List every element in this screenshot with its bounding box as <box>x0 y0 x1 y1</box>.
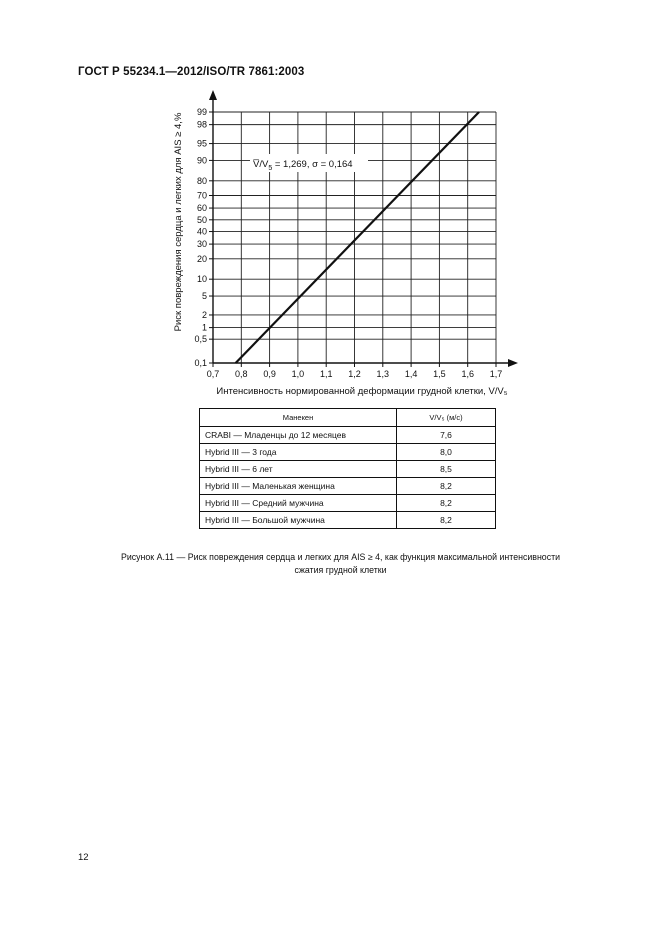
x-axis-arrow <box>508 359 518 367</box>
risk-chart <box>0 0 661 400</box>
x-tick-label: 1,2 <box>348 369 361 379</box>
table-cell-speed: 8,2 <box>397 512 496 529</box>
figure-caption <box>60 551 621 576</box>
y-axis-arrow <box>209 90 217 100</box>
caption-line-2: сжатия грудной клетки <box>294 564 387 575</box>
chart-ticks <box>194 107 502 379</box>
dummy-table <box>199 408 496 529</box>
table-cell-speed: 8,2 <box>397 478 496 495</box>
y-tick-label: 98 <box>196 119 207 130</box>
table-header-speed: V/V₅ (м/с) <box>397 409 496 427</box>
y-tick-label: 95 <box>196 138 207 149</box>
table-row <box>200 444 496 461</box>
y-tick-label: 0,1 <box>194 358 207 368</box>
table-cell-speed: 7,6 <box>397 427 496 444</box>
table-cell-dummy: Hybrid III — Маленькая женщина <box>200 478 397 495</box>
parameter-annotation: $V̅/V_5 = 1,269$, σ = 0,164 <box>253 159 353 172</box>
table-cell-dummy: Hybrid III — 6 лет <box>200 461 397 478</box>
y-tick-label: 20 <box>196 253 207 264</box>
chart-axes <box>209 90 518 367</box>
y-tick-label: 60 <box>196 203 207 214</box>
y-tick-label: 80 <box>196 175 207 186</box>
y-tick-label: 99 <box>196 107 207 117</box>
table-cell-dummy: Hybrid III — Большой мужчина <box>200 512 397 529</box>
x-tick-label: 0,9 <box>263 369 276 379</box>
x-tick-label: 1,7 <box>489 369 503 379</box>
y-tick-label: 2 <box>201 309 207 320</box>
y-tick-label: 50 <box>196 214 207 225</box>
x-tick-label: 0,8 <box>235 369 248 379</box>
x-tick-label: 1,1 <box>319 369 333 379</box>
x-tick-label: 1,5 <box>433 369 446 379</box>
x-tick-label: 1,4 <box>404 369 418 379</box>
risk-curve-line <box>236 112 479 363</box>
chart-series <box>236 112 479 363</box>
table-row <box>200 461 496 478</box>
table-cell-dummy: Hybrid III — Средний мужчина <box>200 495 397 512</box>
table-header-row <box>200 409 496 427</box>
x-tick-label: 1,6 <box>461 369 474 379</box>
y-tick-label: 10 <box>196 274 207 285</box>
y-tick-label: 70 <box>196 190 207 201</box>
x-tick-label: 0,7 <box>206 369 220 379</box>
page-number: 12 <box>78 852 89 863</box>
caption-line-1: Рисунок А.11 — Риск повреждения сердца и легких для AIS ≥ 4, как функция максимальной интенсивности <box>120 552 561 562</box>
table-cell-dummy: Hybrid III — 3 года <box>200 444 397 461</box>
y-tick-label: 30 <box>196 239 207 250</box>
table-cell-speed: 8,0 <box>397 444 496 461</box>
table-header-dummy: Манекен <box>200 409 397 427</box>
x-tick-label: 1,3 <box>376 369 390 379</box>
table-row <box>200 478 496 495</box>
table-row <box>200 427 496 444</box>
x-axis-label: Интенсивность нормированной деформации грудной клетки, V/V₅ <box>216 386 508 397</box>
table-cell-dummy: CRABI — Младенцы до 12 месяцев <box>200 427 397 444</box>
table-row <box>200 512 496 529</box>
table-cell-speed: 8,2 <box>397 495 496 512</box>
y-tick-label: 40 <box>196 226 207 237</box>
y-tick-label: 90 <box>196 155 207 166</box>
y-tick-label: 0,5 <box>194 334 207 345</box>
table-cell-speed: 8,5 <box>397 461 496 478</box>
y-tick-label: 1 <box>201 322 207 333</box>
y-tick-label: 5 <box>201 291 207 302</box>
x-tick-label: 1,0 <box>291 369 305 379</box>
document-header: ГОСТ Р 55234.1—2012/ISO/TR 7861:2003 <box>78 66 305 78</box>
chart-grid <box>213 112 496 363</box>
table-row <box>200 495 496 512</box>
y-axis-label: Риск повреждения сердца и легких для AIS ≥ 4,% <box>173 112 184 332</box>
